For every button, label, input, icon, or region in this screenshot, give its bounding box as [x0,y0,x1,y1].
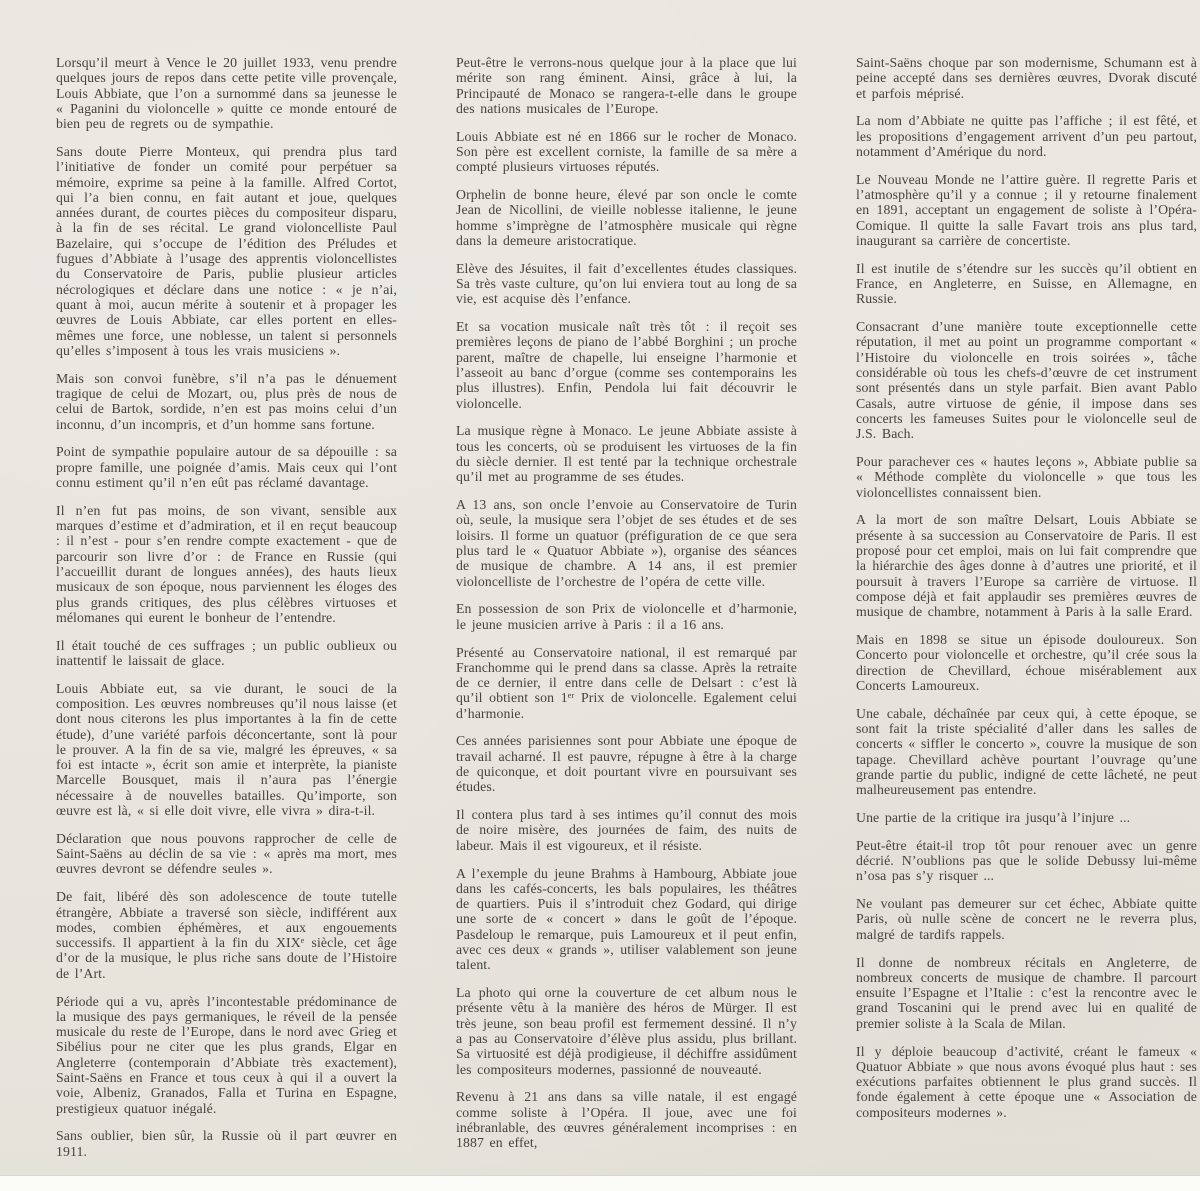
text-column-center [456,55,797,1163]
paragraph: Elève des Jésuites, il fait d’excellentes études classiques. Sa très vaste culture, qu’on lui enviera tout au long de sa vie, est acquise dès l’enfance. [456,260,797,307]
paragraph: Mais en 1898 se situe un épisode douloureux. Son Concerto pour violoncelle et orchestre, qu’il crée sous la direction de Chevillard, échoue misérablement aux Concerts Lamoureux. [856,632,1197,693]
paragraph: Point de sympathie populaire autour de sa dépouille : sa propre famille, une poignée d’amis. Mais ceux qui l’ont connu estiment qu’il n’en eût pas réclamé davantage. [56,444,397,490]
paragraph: Peut-être était-il trop tôt pour renouer avec un genre décrié. N’oublions pas que le solide Debussy lui-même n’osa pas s’y risquer ... [856,837,1197,884]
paragraph: Orphelin de bonne heure, élevé par son oncle le comte Jean de Nicollini, de vieille noblesse italienne, le jeune homme s’imprègne de l’atmosphère musicale qui règne dans la demeure aristocratique. [456,187,797,248]
paragraph: Mais son convoi funèbre, s’il n’a pas le dénuement tragique de celui de Mozart, ou, plus près de nous de celui de Bartok, sordide, n’en est pas moins celui d’un inconnu, d’un incompris, et d’un homme sans fortune. [56,370,397,432]
paragraph: La photo qui orne la couverture de cet album nous le présente vêtu à la manière des héros de Mürger. Il est très jeune, son beau profil est fermement dessiné. Il n’y a pas au Conservatoire d’élève plus assidu, plus brillant. Sa virtuosité est déjà prodigieuse, il déchiffre assidûment les compositeurs modernes, passionné de nouveauté. [456,985,797,1077]
paragraph: Présenté au Conservatoire national, il est remarqué par Franchomme qui le prend dans sa classe. Après la retraite de ce dernier, il entre dans celle de Delsart : c’est là qu’il obtient son 1ᵉʳ Prix de violoncelle. Egalement celui d’harmonie. [456,644,797,721]
paragraph: Et sa vocation musicale naît très tôt : il reçoit ses premières leçons de piano de l’abbé Borghini ; un proche parent, maître de chapelle, lui enseigne l’harmonie et l’asseoit au banc d’orgue (comme ses contemporains les plus illustres). Enfin, Pendola lui fait découvrir le violoncelle. [456,319,797,411]
paragraph: Sans doute Pierre Monteux, qui prendra plus tard l’initiative de fonder un comité pour perpétuer sa mémoire, exprime sa peine à la famille. Alfred Cortot, qui l’a bien connu, en fait autant et joue, quelques années durant, de courtes pièces du compositeur disparu, à la fin de ses récital. Le grand violoncelliste Paul Bazelaire, qui s’occupe de l’édition des Préludes et fugues d’Abbiate à l’usage des apprentis violoncellistes du Conservatoire de Paris, publie plusieur articles nécrologiques et déclare dans une notice : « je n’ai, quant à moi, aucun mérite à soutenir et à propager les œuvres de Louis Abbiate, car elles portent en elles-mêmes une force, une noblesse, un talent si personnels qu’elles s’imposent à tous les vrais musiciens ». [56,143,397,358]
paragraph: A la mort de son maître Delsart, Louis Abbiate se présente à sa succession au Conservatoire de Paris. Il est proposé pour cet emploi, mais on lui fait comprendre que la hiérarchie des âges donne à d’autres une priorité, et il poursuit à travers l’Europe sa carrière de virtuose. Il compose déjà et fait applaudir ses premières œuvres de musique de chambre, notamment à Paris à la salle Erard. [856,512,1197,620]
paragraph: Pour parachever ces « hautes leçons », Abbiate publie sa « Méthode complète du violoncelle » que tous les violoncellistes connaissent bien. [856,454,1197,500]
paragraph: Il n’en fut pas moins, de son vivant, sensible aux marques d’estime et d’admiration, et il en reçut beaucoup : il n’est - pour s’en rendre compte exactement - que de parcourir son livre d’or : de France en Russie (qui l’accueillit durant de longues années), des hauts lieux musicaux de son époque, nous parviennent les éloges des plus grands critiques, des plus célèbres virtuoses et mélomanes qui eurent le bonheur de l’entendre. [56,502,397,625]
paragraph: Sans oublier, bien sûr, la Russie où il part œuvrer en 1911. [56,1128,397,1159]
paragraph: La nom d’Abbiate ne quitte pas l’affiche ; il est fêté, et les propositions d’engagement arrivent d’un peu partout, notamment d’Amérique du nord. [856,113,1197,159]
paragraph: Il est inutile de s’étendre sur les succès qu’il obtient en France, en Angleterre, en Suisse, en Allemagne, en Russie. [856,260,1197,307]
paragraph: Consacrant d’une manière toute exceptionnelle cette réputation, il met au point un programme comportant « l’Histoire du violoncelle en trois soirées », tâche considérable où tous les chefs-d’œuvre de cet instrument sont présentés dans un style parfait. Bien avant Pablo Casals, autre virtuose de génie, il impose dans ses concerts les fameuses Suites pour le violoncelle seul de J.S. Bach. [856,319,1197,442]
page-bottom-edge [0,1175,1200,1191]
paragraph: Il donne de nombreux récitals en Angleterre, de nombreux concerts de musique de chambre. Il parcourt ensuite l’Espagne et l’Italie : c’est la rencontre avec le grand Toscanini qui le prend avec lui en qualité de premier soliste à la Scala de Milan. [856,954,1197,1031]
paragraph: En possession de son Prix de violoncelle et d’harmonie, le jeune musicien arrive à Paris : il a 16 ans. [456,601,797,632]
paragraph: Période qui a vu, après l’incontestable prédominance de la musique des pays germaniques, le réveil de la pensée musicale du reste de l’Europe, dans le nord avec Grieg et Sibélius pour ne citer que les plus grands, Elgar en Angleterre (contemporain d’Abbiate très exactement), Saint-Saëns en France et tous ceux à qui il a ouvert la voie, Albeniz, Granados, Falla et Turina en Espagne, prestigieux quatuor inégalé. [56,993,397,1116]
paragraph: Louis Abbiate eut, sa vie durant, le souci de la composition. Les œuvres nombreuses qu’il nous laisse (et dont nous citerons les plus importantes à la fin de cette étude), d’une variété parfois déconcertante, sont là pour le prouver. A la fin de sa vie, malgré les épreuves, « sa foi est intacte », écrit son amie et interprète, la pianiste Marcelle Bousquet, mais il n’aura pas l’énergie nécessaire à de nouvelles batailles. Qu’importe, son œuvre est là, « si elle doit vivre, elle vivra » dira-t-il. [56,680,397,819]
paragraph: De fait, libéré dès son adolescence de toute tutelle étrangère, Abbiate a traversé son siècle, indifférent aux modes, combien éphémères, et aux engouements successifs. Il appartient à la fin du XIXᵉ siècle, cet âge d’or de la musique, le plus riche sans doute de l’Histoire de l’Art. [56,889,397,981]
paragraph: Il était touché de ces suffrages ; un public oublieux ou inattentif le laissait de glace. [56,637,397,668]
paragraph: Déclaration que nous pouvons rapprocher de celle de Saint-Saëns au déclin de sa vie : « après ma mort, mes œuvres devront se défendre seules ». [56,830,397,877]
paragraph: A l’exemple du jeune Brahms à Hambourg, Abbiate joue dans les cafés-concerts, les bals populaires, les théâtres de quartiers. Puis il s’introduit chez Godard, qui dirige une sorte de « concert » dans le goût de l’époque. Pasdeloup le remarque, puis Lamoureux et il peut enfin, avec ces deux « grands », utiliser valablement son jeune talent. [456,865,797,973]
paragraph: Une cabale, déchaînée par ceux qui, à cette époque, se sont fait la triste spécialité d’aller dans les salles de concerts « siffler le concerto », couvre la musique de son tapage. Chevillard achève pourtant l’ouvrage qu’une grande partie du public, indigné de cette lâcheté, ne peut malheureusement pas entendre. [856,705,1197,798]
paragraph: Revenu à 21 ans dans sa ville natale, il est engagé comme soliste à l’Opéra. Il joue, avec une foi inébranlable, des œuvres généralement incomprises : en 1887 en effet, [456,1089,797,1151]
paragraph: La musique règne à Monaco. Le jeune Abbiate assiste à tous les concerts, où se produisent les virtuoses de la fin du siècle dernier. Il est tenté par la technique orchestrale qu’il met au programme de ses études. [456,423,797,485]
paragraph: A 13 ans, son oncle l’envoie au Conservatoire de Turin où, seule, la musique sera l’objet de ses études et de ses loisirs. Il forme un quatuor (préfiguration de ce que sera plus tard le « Quatuor Abbiate »), organise des séances de musique de chambre. A 14 ans, il est premier violoncelliste de l’orchestre de l’opéra de cette ville. [456,497,797,589]
paragraph: Lorsqu’il meurt à Vence le 20 juillet 1933, venu prendre quelques jours de repos dans cette petite ville provençale, Louis Abbiate, que l’on a surnommé dans sa jeunesse le « Paganini du violoncelle » quitte ce monde entouré de bien peu de regrets ou de sympathie. [56,55,397,132]
paragraph: Peut-être le verrons-nous quelque jour à la place que lui mérite son rang éminent. Ainsi, grâce à lui, la Principauté de Monaco se rangera-t-elle dans le groupe des nations musicales de l’Europe. [456,55,797,116]
paragraph: Il contera plus tard à ses intimes qu’il connut des mois de noire misère, des journées de faim, des nuits de labeur. Mais il est vigoureux, et il résiste. [456,807,797,853]
text-column-left [56,55,397,1172]
text-column-right [856,55,1197,1133]
paragraph: Ne voulant pas demeurer sur cet échec, Abbiate quitte Paris, où nulle scène de concert ne le reverra plus, malgré de tardifs rappels. [856,896,1197,942]
paragraph: Saint-Saëns choque par son modernisme, Schumann est à peine accepté dans ses dernières œuvres, Dvorak discuté et parfois méprisé. [856,55,1197,101]
paragraph: Une partie de la critique ira jusqu’à l’injure ... [856,809,1131,825]
paragraph: Il y déploie beaucoup d’activité, créant le fameux « Quatuor Abbiate » que nous avons évoqué plus haut : ses exécutions parfaites obtiennent le plus grand succès. Il fonde également à cette époque une « Association de compositeurs modernes ». [856,1043,1197,1120]
paragraph: Louis Abbiate est né en 1866 sur le rocher de Monaco. Son père est excellent corniste, la famille de sa mère a compté plusieurs virtuoses réputés. [456,128,797,175]
paragraph: Le Nouveau Monde ne l’attire guère. Il regrette Paris et l’atmosphère qu’il y a connue ; il y retourne finalement en 1891, acceptant un engagement de soliste à l’Opéra-Comique. Il quitte la salle Favart trois ans plus tard, inaugurant sa carrière de concertiste. [856,171,1197,248]
paragraph: Ces années parisiennes sont pour Abbiate une époque de travail acharné. Il est pauvre, répugne à être à la charge de quiconque, et doit pourtant vivre en poursuivant ses études. [456,733,797,795]
